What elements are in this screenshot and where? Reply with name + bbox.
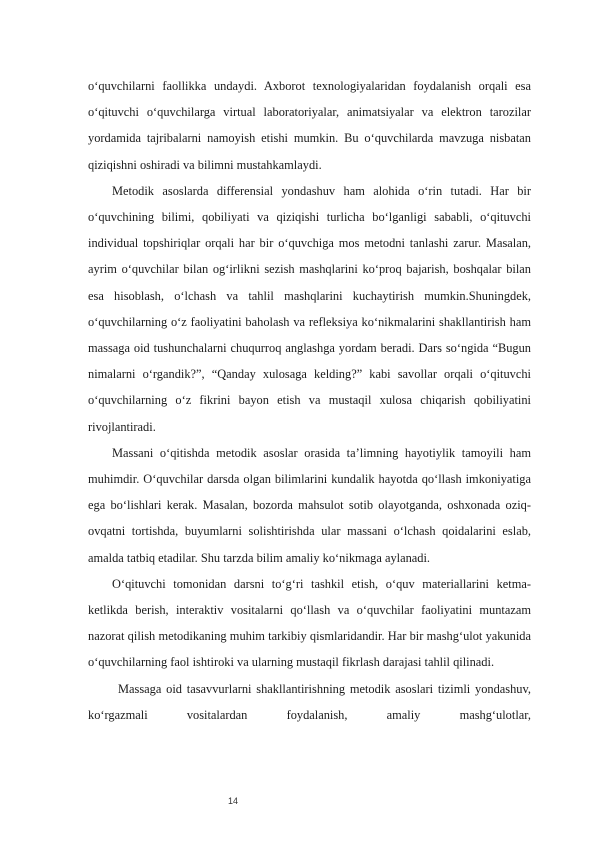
paragraph-1: o‘quvchilarni faollikka undaydi. Axborot texnologiyalaridan foydalanish orqali esa o‘qituvchi o‘quvchilarga virtual laboratoriyalar, animatsiyalar va elektron tarozilar yordamida tajribalarni namoyish etishi mumkin. Bu o‘quvchilarda mavzuga nisbatan qiziqishni oshiradi va bilimni mustahkamlaydi. [88, 79, 531, 172]
body-text [88, 73, 531, 728]
paragraph-2: Metodik asoslarda differensial yondashuv ham alohida o‘rin tutadi. Har bir o‘quvchining bilimi, qobiliyati va qiziqishi turlicha bo‘lganligi sababli, o‘qituvchi individual topshiriqlar orqali har bir o‘quvchiga mos metodni tanlashi zarur. Masalan, ayrim o‘quvchilar bilan og‘irlikni sezish mashqlarini ko‘proq bajarish, boshqalar bilan esa hisoblash, o‘lchash va tahlil mashqlarini kuchaytirish mumkin.Shuningdek, o‘quvchilarning o‘z faoliyatini baholash va refleksiya ko‘nikmalarini shakllantirish ham massaga oid tushunchalarni chuqurroq anglashga yordam beradi. Dars so‘ngida “Bugun nimalarni o‘rgandik?”, “Qanday xulosaga kelding?” kabi savollar orqali o‘qituvchi o‘quvchilarning o‘z fikrini bayon etish va mustaqil xulosa chiqarish qobiliyatini rivojlantiradi. [88, 183, 531, 434]
paragraph-5: Massaga oid tasavvurlarni shakllantirishning metodik asoslari tizimli yondashuv, ko‘rgazmali vositalardan foydalanish, amaliy mashg‘ulotlar, [88, 681, 531, 722]
paragraph-3: Massani o‘qitishda metodik asoslar orasida ta’limning hayotiylik tamoyili ham muhimdir. O‘quvchilar darsda olgan bilimlarini kundalik hayotda qo‘llash imkoniyatiga ega bo‘lishlari kerak. Masalan, bozorda mahsulot sotib olayotganda, oshxonada oziq-ovqatni tortishda, buyumlarni solishtirishda ular massani o‘lchash qoidalarini eslab, amalda tatbiq etadilar. Shu tarzda bilim amaliy ko‘nikmaga aylanadi. [88, 445, 531, 565]
page-number: 14 [228, 796, 239, 806]
paragraph-4: O‘qituvchi tomonidan darsni to‘g‘ri tashkil etish, o‘quv materiallarini ketma-ketlikda berish, interaktiv vositalarni qo‘llash va o‘quvchilar faoliyatini muntazam nazorat qilish metodikaning muhim tarkibiy qismlaridandir. Har bir mashg‘ulot yakunida o‘quvchilarning faol ishtiroki va ularning mustaqil fikrlash darajasi tahlil qilinadi. [88, 576, 531, 670]
